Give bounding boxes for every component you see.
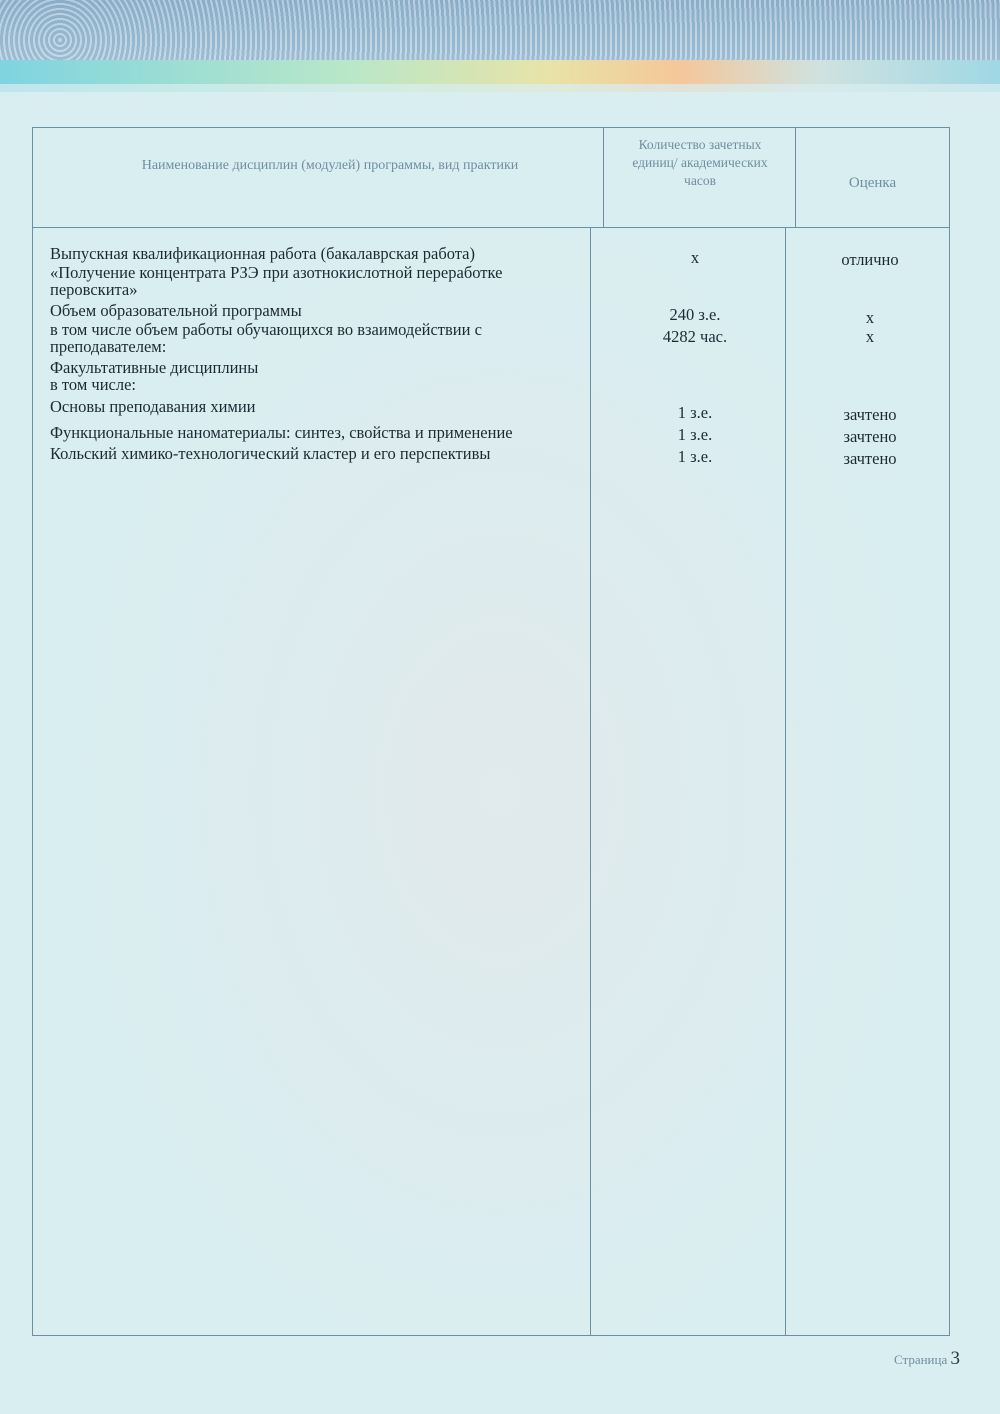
header-divider [32, 227, 950, 228]
table-row-name: в том числе: [50, 375, 137, 394]
table-row-credits: 4282 час. [662, 327, 728, 346]
table-row-credits: 240 з.е. [669, 305, 721, 324]
table-row-name: в том числе объем работы обучающихся во взаимодействии с [50, 320, 482, 339]
table-row-name: перовскита» [50, 280, 138, 299]
table-row-grade: зачтено [843, 427, 897, 446]
page-number: 3 [950, 1348, 960, 1369]
table-row-name: «Получение концентрата РЗЭ при азотнокислотной переработке [50, 263, 503, 282]
header-credits: Количество зачетных единиц/ академических часов [632, 137, 768, 188]
header-color-stripe [0, 60, 1000, 94]
page-footer [894, 1348, 960, 1370]
table-row-credits: 1 з.е. [677, 447, 713, 466]
table-row-credits: х [690, 248, 700, 267]
table-row-name: Объем образовательной программы [50, 301, 302, 320]
table-row-credits: 1 з.е. [677, 425, 713, 444]
table-row-grade: х [865, 327, 875, 346]
table-row-name: Функциональные наноматериалы: синтез, свойства и применение [50, 423, 513, 442]
table-row-grade: отлично [841, 250, 899, 269]
column-divider-1-header [603, 127, 604, 228]
header-discipline-name: Наименование дисциплин (модулей) программы, вид практики [141, 158, 519, 173]
table-row-grade: зачтено [843, 405, 897, 424]
table-row-name: Основы преподавания химии [50, 397, 256, 416]
header-guilloche-pattern [0, 0, 1000, 62]
column-divider-2-header [795, 127, 796, 228]
table-row-grade: зачтено [843, 449, 897, 468]
table-row-name: Выпускная квалификационная работа (бакалаврская работа) [50, 244, 475, 263]
table-row-grade: х [865, 308, 875, 327]
page-label: Страница [893, 1352, 948, 1367]
table-row-name: Кольский химико-технологический кластер и его перспективы [50, 444, 491, 463]
table-row-name: Факультативные дисциплины [50, 358, 259, 377]
column-divider-2 [785, 227, 786, 1336]
table-row-name: преподавателем: [50, 337, 167, 356]
header-grade: Оценка [848, 175, 897, 191]
table-row-credits: 1 з.е. [677, 403, 713, 422]
